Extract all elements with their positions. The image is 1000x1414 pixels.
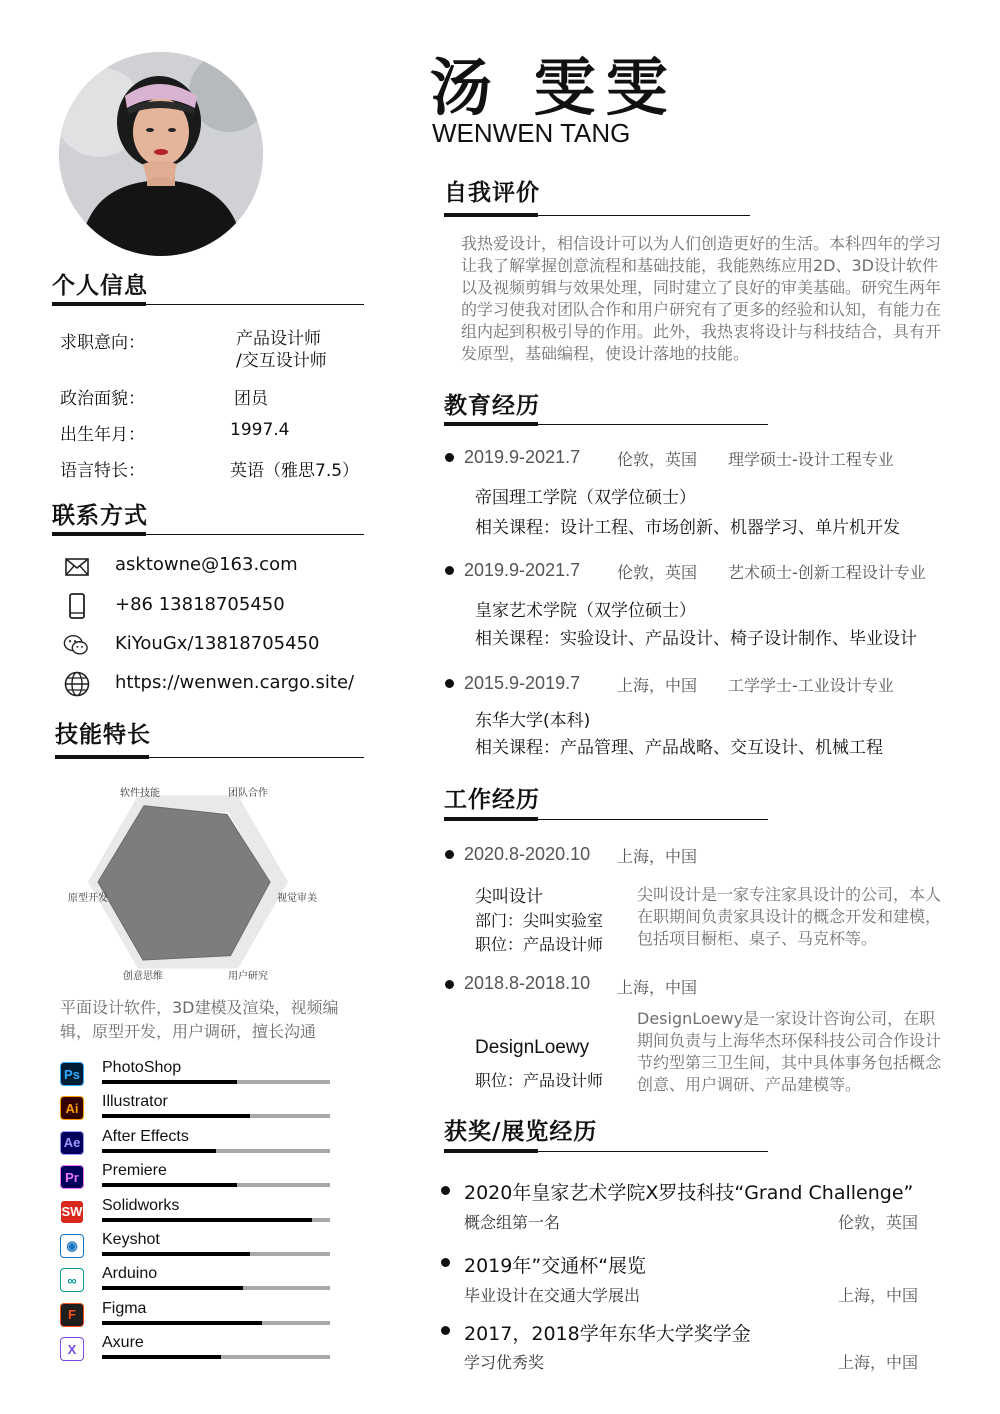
bullet: [445, 980, 454, 989]
skills-description: 平面设计软件，3D建模及渲染，视频编辑，原型开发，用户调研，擅长沟通: [60, 998, 339, 1041]
info-label-birth: 出生年月：: [60, 425, 145, 445]
software-name: Illustrator: [102, 1093, 168, 1111]
radar-label-creative: 创意思维: [123, 971, 163, 982]
info-label-politics: 政治面貌：: [60, 389, 145, 409]
info-value-job-2: /交互设计师: [236, 351, 327, 371]
award-location: 伦敦，英国: [838, 1213, 919, 1232]
software-name: Figma: [102, 1299, 147, 1317]
work-description: 尖叫设计是一家专注家具设计的公司，本人在职期间负责家具设计的概念开发和建模，包括项目橱柜、桌子、马克杯等。: [637, 885, 942, 948]
edu-courses: 相关课程：实验设计、产品设计、椅子设计制作、毕业设计: [475, 629, 917, 649]
radar-label-prototype: 原型开发: [68, 893, 108, 904]
section-title-skills: 技能特长: [55, 722, 151, 748]
work-location: 上海，中国: [617, 978, 698, 997]
skill-bar-fill: [102, 1321, 262, 1325]
contact-wechat[interactable]: KiYouGx/13818705450: [115, 633, 320, 654]
award-location: 上海，中国: [838, 1353, 919, 1372]
bullet: [441, 1186, 450, 1195]
skill-bar-track: [102, 1114, 330, 1118]
axure-icon: X: [60, 1337, 84, 1361]
section-title-contact: 联系方式: [52, 503, 148, 529]
award-title: 2020年皇家艺术学院X罗技科技“Grand Challenge”: [464, 1182, 914, 1204]
work-position: 职位：产品设计师: [475, 1071, 604, 1090]
edu-courses: 相关课程：设计工程、市场创新、机器学习、单片机开发: [475, 518, 900, 538]
software-name: Solidworks: [102, 1196, 180, 1214]
info-value-birth: 1997.4: [230, 420, 290, 440]
work-location: 上海，中国: [617, 847, 698, 866]
profile-photo: [59, 52, 263, 256]
info-value-politics: 团员: [234, 389, 268, 409]
skill-bar-track: [102, 1218, 330, 1222]
contact-website[interactable]: https://wenwen.cargo.site/: [115, 672, 355, 693]
award-subtitle: 学习优秀奖: [464, 1353, 545, 1372]
premiere-icon: Pr: [60, 1165, 84, 1189]
skill-bar-fill: [102, 1114, 250, 1118]
skill-bar-track: [102, 1321, 330, 1325]
info-label-language: 语言特长：: [60, 461, 145, 481]
work-date: 2020.8-2020.10: [464, 844, 591, 864]
software-name: Arduino: [102, 1265, 158, 1283]
edu-date: 2019.9-2021.7: [464, 560, 581, 580]
edu-school: 帝国理工学院（双学位硕士）: [475, 488, 696, 508]
bullet: [445, 453, 454, 462]
edu-date: 2015.9-2019.7: [464, 673, 581, 693]
skill-bar-fill: [102, 1286, 243, 1290]
work-department: 部门：尖叫实验室: [475, 911, 604, 930]
software-name: Axure: [102, 1334, 144, 1352]
skill-bar-track: [102, 1252, 330, 1256]
skill-bar-track: [102, 1286, 330, 1290]
skill-bar-track: [102, 1355, 330, 1359]
name-chinese: 汤 雯雯: [430, 51, 678, 124]
skill-bar-track: [102, 1080, 330, 1084]
keyshot-icon: ◉: [60, 1234, 84, 1258]
solidworks-icon: SW: [60, 1200, 84, 1224]
bullet: [445, 566, 454, 575]
edu-school: 东华大学(本科): [475, 711, 591, 731]
skill-bar-fill: [102, 1252, 250, 1256]
divider-accent: [444, 1149, 538, 1153]
section-title-education: 教育经历: [444, 393, 540, 419]
divider-accent: [52, 532, 146, 536]
after-effects-icon: Ae: [60, 1131, 84, 1155]
contact-email[interactable]: asktowne@163.com: [115, 554, 298, 575]
portrait-illustration: [59, 52, 263, 256]
skill-bar-track: [102, 1149, 330, 1153]
contact-phone[interactable]: +86 13818705450: [115, 594, 285, 615]
edu-degree: 理学硕士-设计工程专业: [728, 450, 894, 469]
divider-accent: [52, 302, 146, 306]
section-title-work: 工作经历: [444, 787, 540, 813]
edu-school: 皇家艺术学院（双学位硕士）: [475, 601, 696, 621]
section-title-personal: 个人信息: [52, 273, 148, 299]
edu-courses: 相关课程：产品管理、产品战略、交互设计、机械工程: [475, 738, 883, 758]
divider-accent: [444, 817, 538, 821]
work-date: 2018.8-2018.10: [464, 973, 591, 993]
software-name: Keyshot: [102, 1231, 160, 1248]
skill-bar-fill: [102, 1080, 237, 1084]
radar-label-teamwork: 团队合作: [228, 788, 268, 799]
name-english: [432, 118, 630, 149]
award-subtitle: 毕业设计在交通大学展出: [464, 1286, 641, 1305]
skill-bar-track: [102, 1183, 330, 1187]
bullet: [445, 679, 454, 688]
edu-degree: 艺术硕士-创新工程设计专业: [728, 563, 926, 582]
photoshop-icon: Ps: [60, 1062, 84, 1086]
divider-accent: [444, 213, 538, 217]
software-name: After Effects: [102, 1127, 189, 1145]
skills-radar-chart: [60, 780, 360, 980]
section-title-self-eval: 自我评价: [444, 180, 540, 206]
edu-location: 伦敦，英国: [617, 563, 698, 582]
bullet: [445, 850, 454, 859]
wechat-icon: [63, 632, 89, 658]
section-title-awards: 获奖/展览经历: [444, 1119, 598, 1145]
work-position: 职位：产品设计师: [475, 935, 604, 954]
mail-icon: [64, 554, 90, 580]
skill-bar-fill: [102, 1149, 216, 1153]
divider-accent: [444, 422, 538, 426]
bullet: [441, 1326, 450, 1335]
divider-accent: [55, 755, 149, 759]
figma-icon: F: [60, 1303, 84, 1327]
radar-label-research: 用户研究: [228, 971, 268, 982]
illustrator-icon: Ai: [60, 1096, 84, 1120]
award-title: 2019年”交通杯“展览: [464, 1255, 647, 1277]
edu-date: 2019.9-2021.7: [464, 447, 581, 467]
skill-bar-fill: [102, 1218, 312, 1222]
arduino-icon: ∞: [60, 1268, 84, 1292]
work-company: 尖叫设计: [475, 887, 543, 907]
skill-bar-fill: [102, 1355, 221, 1359]
software-name: Premiere: [102, 1162, 167, 1180]
edu-location: 伦敦，英国: [617, 450, 698, 469]
globe-icon: [64, 671, 90, 697]
name-english-first: WENWEN: [432, 118, 561, 148]
info-label-job: 求职意向：: [60, 333, 145, 353]
info-value-language: 英语（雅思7.5）: [230, 461, 360, 481]
name-english-last: TANG: [560, 118, 631, 148]
award-subtitle: 概念组第一名: [464, 1213, 561, 1232]
edu-degree: 工学学士-工业设计专业: [728, 676, 894, 695]
bullet: [441, 1258, 450, 1267]
work-company: DesignLoewy: [475, 1037, 590, 1058]
software-list: [60, 1060, 335, 1360]
radar-label-visual: 视觉审美: [277, 893, 317, 904]
radar-label-software: 软件技能: [120, 788, 160, 799]
award-location: 上海，中国: [838, 1286, 919, 1305]
self-evaluation-text: 我热爱设计，相信设计可以为人们创造更好的生活。本科四年的学习让我了解掌握创意流程和基础技能，我能熟练应用2D、3D设计软件以及视频剪辑与效果处理，同时建立了良好的审美基础。研究生两年的学习使我对团队合作和用户研究有了更多的经验和认知，有能力在组内起到积极引导的作用。此外，我热衷将设计与科技结合，具有开发原型，基础编程，使设计落地的技能。: [461, 234, 942, 363]
phone-icon: [64, 593, 90, 619]
info-value-job: 产品设计师: [236, 329, 321, 349]
edu-location: 上海，中国: [617, 676, 698, 695]
work-description: DesignLoewy是一家设计咨询公司，在职期间负责与上海华杰环保科技公司合作设计节约型第三卫生间，其中具体事务包括概念创意、用户调研、产品建模等。: [637, 1009, 942, 1094]
software-name: PhotoShop: [102, 1059, 182, 1076]
award-title: 2017，2018学年东华大学奖学金: [464, 1323, 751, 1345]
skill-bar-fill: [102, 1183, 237, 1187]
